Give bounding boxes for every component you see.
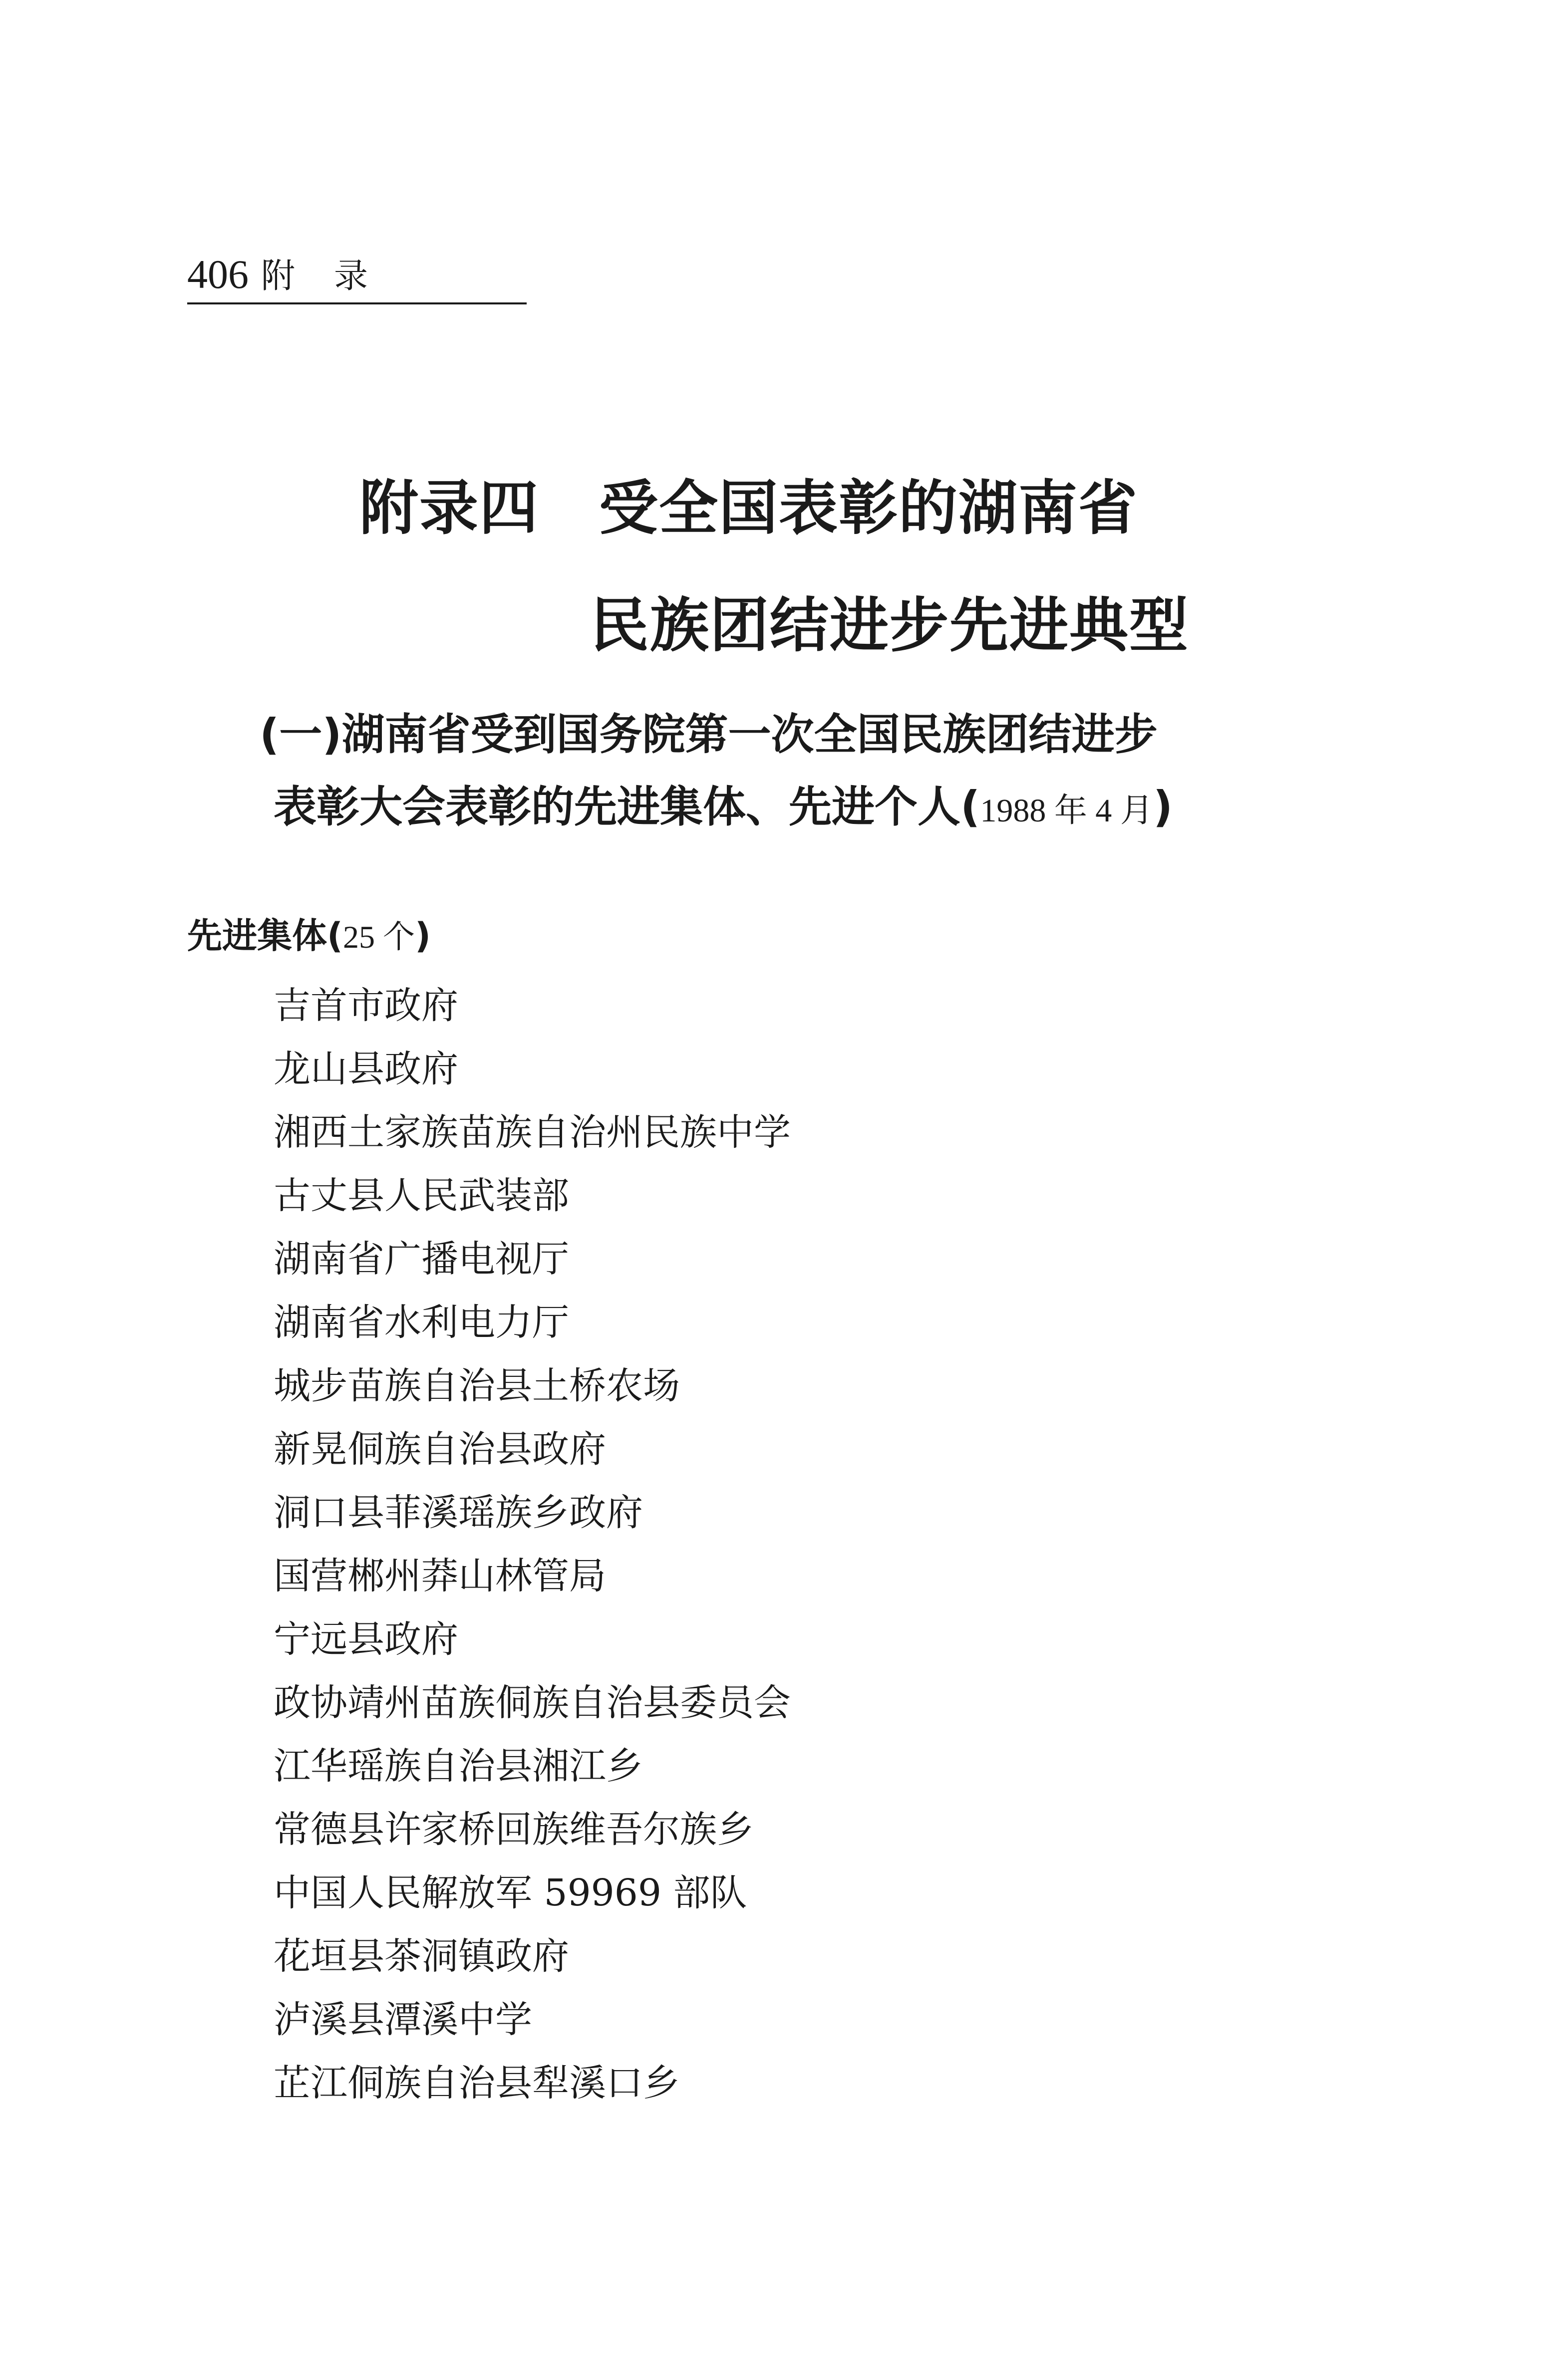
list-item: 湘西土家族苗族自治州民族中学 — [274, 1111, 791, 1154]
list-item: 湖南省水利电力厅 — [274, 1301, 569, 1344]
list-item: 国营郴州莽山林管局 — [274, 1555, 606, 1597]
running-header-section: 附录 — [261, 257, 407, 296]
title-line-2: 民族团结进步先进典型 — [590, 590, 1190, 660]
list-item: 吉首市政府 — [274, 984, 458, 1027]
subsection-title — [260, 699, 1358, 847]
list-item: 泸溪县潭溪中学 — [274, 1998, 532, 2041]
section-heading-text: 先进集体( — [187, 915, 343, 956]
section-heading-collectives — [187, 911, 431, 962]
title-line-1-text: 受全国表彰的湖南省 — [599, 473, 1139, 542]
collective-count: 25 个 — [343, 919, 415, 955]
subtitle-line-2-text: 表彰大会表彰的先进集体、先进个人( — [274, 782, 980, 832]
list-item: 宁远县政府 — [274, 1618, 458, 1661]
list-item: 花垣县茶洞镇政府 — [274, 1935, 569, 1978]
list-item: 洞口县菲溪瑶族乡政府 — [274, 1491, 643, 1534]
section-heading-close: ) — [415, 915, 431, 956]
running-header — [187, 252, 527, 307]
header-rule — [187, 302, 527, 304]
list-item: 江华瑶族自治县湘江乡 — [274, 1745, 643, 1788]
list-item: 龙山县政府 — [274, 1048, 458, 1090]
subtitle-date: 1988 年 4 月 — [980, 793, 1153, 829]
list-item: 古丈县人民武装部 — [274, 1174, 569, 1217]
subtitle-line-2 — [260, 771, 1358, 847]
list-item: 芷江侗族自治县犁溪口乡 — [274, 2062, 680, 2105]
list-item: 常德县许家桥回族维吾尔族乡 — [274, 1808, 754, 1851]
list-item: 湖南省广播电视厅 — [274, 1238, 569, 1281]
list-item: 政协靖州苗族侗族自治县委员会 — [274, 1681, 791, 1724]
appendix-title — [359, 449, 1308, 684]
page-number: 406 — [187, 252, 249, 297]
subtitle-close-paren: ) — [1153, 782, 1173, 832]
list-item: 新晃侗族自治县政府 — [274, 1428, 606, 1471]
list-item: 城步苗族自治县土桥农场 — [274, 1364, 680, 1407]
list-item: 中国人民解放军 59969 部队 — [274, 1871, 747, 1914]
subtitle-line-1: (一)湖南省受到国务院第一次全国民族团结进步 — [260, 710, 1158, 760]
collective-list — [274, 974, 1372, 2115]
title-prefix: 附录四 — [359, 473, 540, 542]
title-line-1 — [359, 449, 1308, 566]
